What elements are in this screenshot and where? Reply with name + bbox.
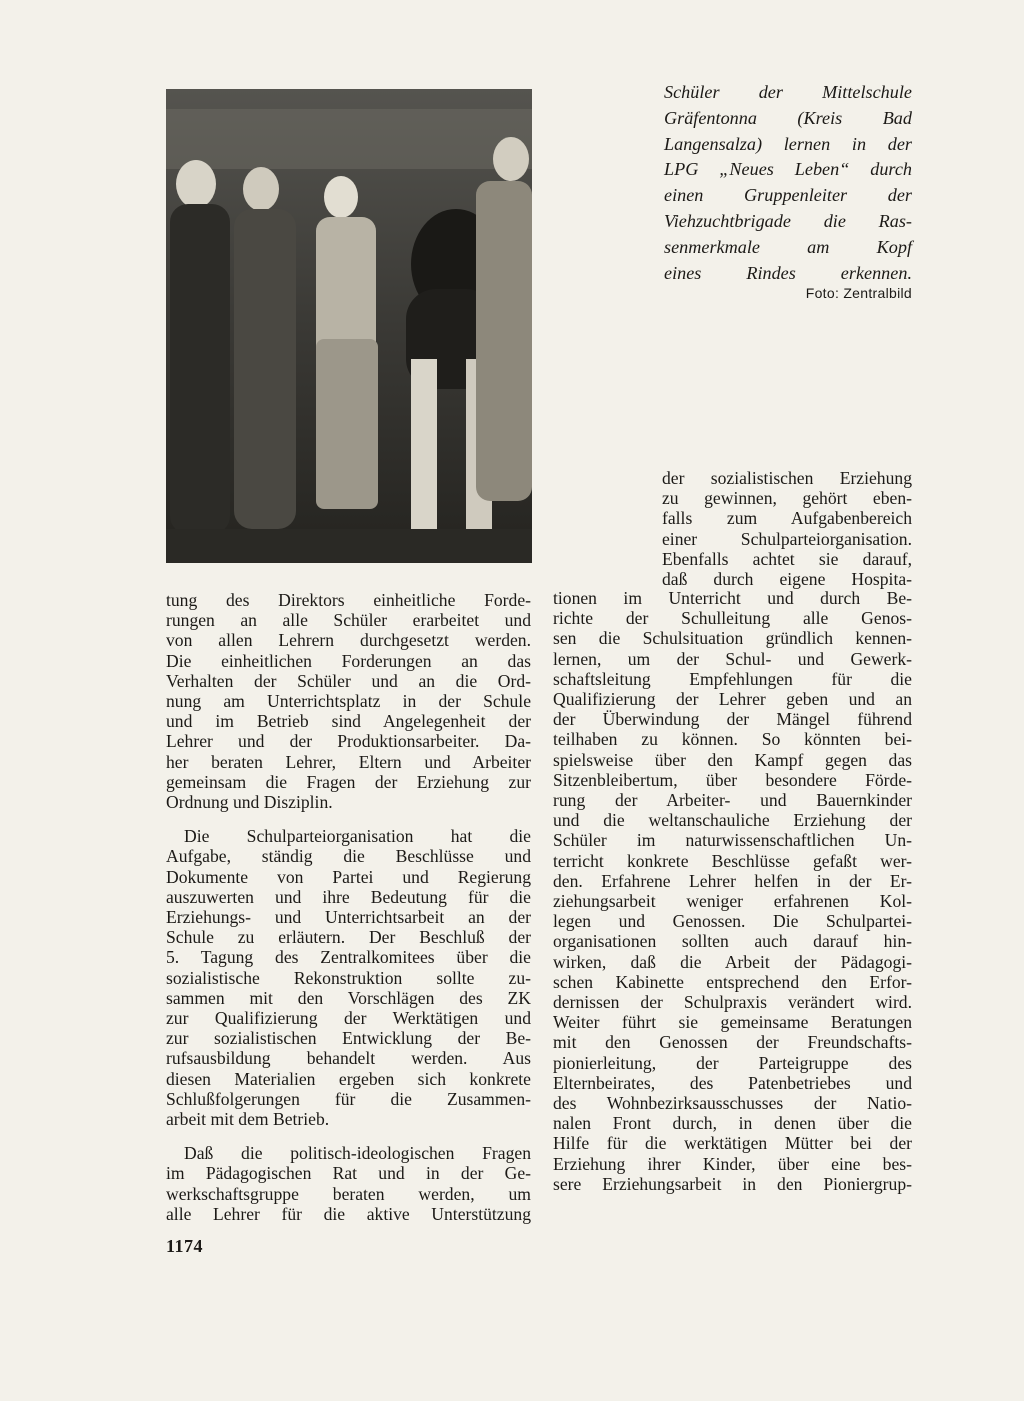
text-line: von allen Lehrern durchgesetzt werden. (166, 630, 531, 651)
text-line: Verhalten der Schüler und an die Ord- (166, 670, 531, 691)
text-line: Hilfe für die werktätigen Mütter bei der (553, 1133, 912, 1154)
text-line: sere Erziehungsarbeit in den Pioniergrup- (553, 1173, 912, 1194)
text-line: lernen, um der Schul- und Gewerk- (553, 648, 912, 669)
text-line: organisationen sollten auch darauf hin- (553, 931, 912, 952)
text-line: den. Erfahrene Lehrer helfen in der Er- (553, 870, 912, 891)
text-line: sozialistische Rekonstruktion sollte zu- (166, 967, 531, 988)
photograph-students-cattle-icon (166, 89, 532, 563)
paragraph (553, 588, 912, 1194)
text-line: sen die Schulsituation gründlich kennen- (553, 628, 912, 649)
text-line: Dokumente von Partei und Regierung (166, 866, 531, 887)
text-line: dernissen der Schulpraxis verändert wird. (553, 992, 912, 1013)
text-line: richte der Schulleitung alle Genos- (553, 608, 912, 629)
text-line: Die Schulparteiorganisation hat die (184, 826, 531, 847)
text-line: tung des Direktors einheitliche Forde- (166, 590, 531, 610)
caption-line: Gräfentonna (Kreis Bad (664, 107, 912, 128)
text-line: Schule zu erläutern. Der Beschluß der (166, 927, 531, 948)
right-column-top (662, 468, 912, 589)
text-line: Erziehungs- und Unterrichtsarbeit an der (166, 907, 531, 928)
paragraph (166, 826, 531, 1129)
text-line: arbeit mit dem Betrieb. (166, 1109, 330, 1130)
text-line: Schüler im naturwissenschaftlichen Un- (553, 830, 912, 851)
text-line: zur sozialistischen Entwicklung der Be- (166, 1028, 531, 1049)
page-number: 1174 (166, 1236, 204, 1256)
text-line: mit den Genossen der Freundschafts- (553, 1032, 912, 1053)
text-line: Sitzenbleibertum, über besondere Förde- (553, 769, 912, 790)
paragraph (166, 1143, 531, 1224)
text-line: terricht konkrete Beschlüsse gefaßt wer- (553, 850, 912, 871)
text-line: rungen an alle Schüler erarbeitet und (166, 610, 531, 631)
text-line: Qualifizierung der Lehrer geben und an (553, 689, 912, 710)
text-line: im Pädagogischen Rat und in der Ge- (166, 1163, 531, 1184)
caption-line: Viehzuchtbrigade die Ras- (664, 210, 912, 231)
text-line: alle Lehrer für die aktive Unterstützung (166, 1203, 531, 1224)
photo (166, 89, 532, 563)
text-line: der sozialistischen Erziehung (662, 468, 912, 488)
text-line: Schlußfolgerungen für die Zusammen- (166, 1088, 531, 1109)
text-line: spielsweise über den Kampf gegen das (553, 749, 912, 770)
text-line: Lehrer und der Produktionsarbeiter. Da- (166, 731, 531, 752)
text-line: gemeinsam die Fragen der Erziehung zur (166, 771, 531, 792)
text-line: werkschaftsgruppe beraten werden, um (166, 1183, 531, 1204)
text-line: schaftsleitung Empfehlungen für die (553, 668, 912, 689)
text-line: schen Kabinette entsprechend den Erfor- (553, 971, 912, 992)
text-line: zur Qualifizierung der Werktätigen und (166, 1008, 531, 1029)
text-line: wirken, daß die Arbeit der Pädagogi- (553, 951, 912, 972)
text-line: nalen Front durch, in denen über die (553, 1113, 912, 1134)
text-line: zu gewinnen, gehört eben- (662, 488, 912, 509)
caption-line: Schüler der Mittelschule (664, 82, 912, 102)
text-line: nung am Unterrichtsplatz in der Schule (166, 691, 531, 712)
text-line: pionierleitung, der Parteigruppe des (553, 1052, 912, 1073)
text-line: Daß die politisch-ideologischen Fragen (184, 1143, 531, 1164)
text-line: Ordnung und Disziplin. (166, 792, 333, 813)
caption-line: senmerkmale am Kopf (664, 236, 912, 257)
text-line: 5. Tagung des Zentralkomitees über die (166, 947, 531, 968)
text-line: diesen Materialien ergeben sich konkrete (166, 1068, 531, 1089)
photo-credit: Foto: Zentralbild (805, 285, 912, 301)
text-line: Die einheitlichen Forderungen an das (166, 650, 531, 671)
text-line: ziehungsarbeit weniger erfahrenen Kol- (553, 891, 912, 912)
text-line: auszuwerten und ihre Bedeutung für die (166, 886, 531, 907)
paragraph (166, 590, 531, 812)
text-line: Elternbeirates, des Patenbetriebes und (553, 1072, 912, 1093)
text-line: Aufgabe, ständig die Beschlüsse und (166, 846, 531, 867)
text-line: Weiter führt sie gemeinsame Beratungen (553, 1012, 912, 1033)
text-line: der Überwindung der Mängel führend (553, 709, 912, 730)
text-line: falls zum Aufgabenbereich (662, 508, 912, 529)
text-line: und im Betrieb sind Angelegenheit der (166, 711, 531, 732)
caption-line: Langensalza) lernen in der (664, 133, 912, 154)
caption-line: eines Rindes erkennen. (664, 262, 912, 283)
text-line: einer Schulparteiorganisation. (662, 528, 912, 549)
text-line: Erziehung ihrer Kinder, über eine bes- (553, 1153, 912, 1174)
text-line: daß durch eigene Hospita- (662, 569, 912, 590)
text-line: sammen mit den Vorschlägen des ZK (166, 987, 531, 1008)
text-line: tionen im Unterricht und durch Be- (553, 588, 912, 608)
photo-caption (664, 80, 912, 286)
text-line: teilhaben zu können. So könnten bei- (553, 729, 912, 750)
text-line: legen und Genossen. Die Schulpartei- (553, 911, 912, 932)
text-line: rung der Arbeiter- und Bauernkinder (553, 790, 912, 811)
left-column (166, 590, 531, 1238)
caption-line: LPG „Neues Leben“ durch (664, 159, 912, 180)
text-line: rufsausbildung behandelt werden. Aus (166, 1048, 531, 1069)
caption-line: einen Gruppenleiter der (664, 185, 912, 206)
text-line: Ebenfalls achtet sie darauf, (662, 548, 912, 569)
right-column (553, 588, 912, 1194)
text-line: her beraten Lehrer, Eltern und Arbeiter (166, 751, 531, 772)
text-line: und die weltanschauliche Erziehung der (553, 810, 912, 831)
text-line: des Wohnbezirksausschusses der Natio- (553, 1093, 912, 1114)
